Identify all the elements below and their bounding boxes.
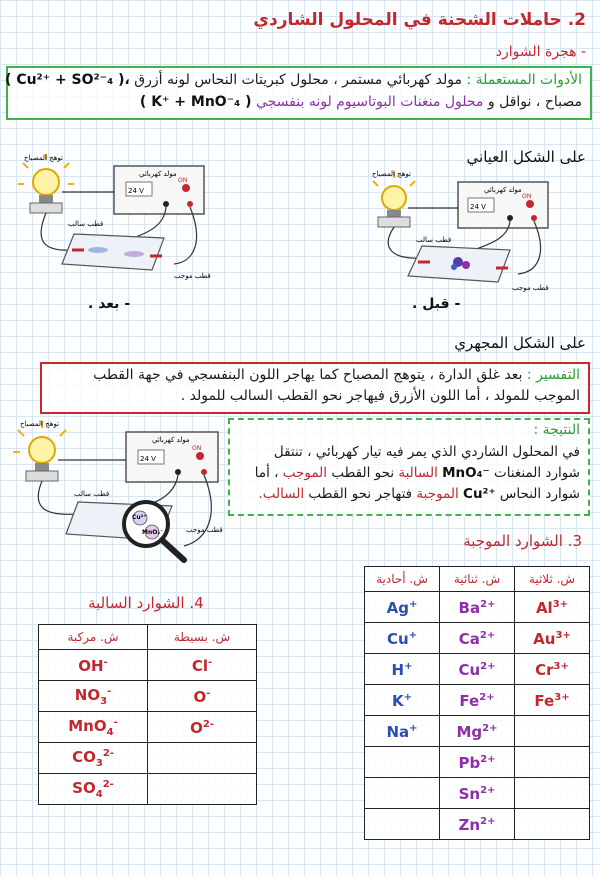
ion-formula bbox=[536, 599, 568, 617]
neg-pole-label: قطب سالب bbox=[74, 490, 110, 498]
ion-formula bbox=[192, 657, 212, 675]
ion-cell-compound bbox=[39, 681, 148, 712]
ion-cell-divalent bbox=[440, 747, 515, 778]
tools-line-1 bbox=[5, 72, 582, 88]
table-row bbox=[39, 650, 257, 681]
table-row bbox=[39, 681, 257, 712]
on-label: ON bbox=[522, 193, 532, 200]
ion-cu-label: Cu²⁺ bbox=[132, 514, 147, 521]
result-text-2c: نحو القطب bbox=[331, 465, 395, 481]
ion-symbol: H bbox=[391, 660, 405, 679]
positive-ions-table bbox=[364, 566, 590, 840]
ion-symbol: Cu bbox=[458, 660, 481, 679]
pos-pole-label: قطب موجب bbox=[174, 272, 211, 280]
ion-cell-divalent bbox=[440, 623, 515, 654]
diagram-micro bbox=[8, 418, 230, 570]
ion-cell-trivalent bbox=[515, 747, 590, 778]
ion-cell-divalent bbox=[440, 685, 515, 716]
ion-symbol: Cr bbox=[535, 660, 554, 679]
ion-cell-monovalent bbox=[365, 716, 440, 747]
ion-symbol: Zn bbox=[458, 815, 481, 834]
explanation-box bbox=[40, 362, 590, 414]
page-title: 2. حاملات الشحنة في المحلول الشاردي bbox=[253, 10, 586, 30]
ion-charge: + bbox=[408, 629, 418, 641]
lamp-label: توهج المصباح bbox=[20, 420, 59, 428]
ion-formula bbox=[456, 723, 497, 741]
voltage-label: 24 V bbox=[128, 187, 144, 195]
electrolysis-tray bbox=[62, 234, 164, 270]
pos-pole-label: قطب موجب bbox=[512, 284, 549, 292]
ion-cell-divalent bbox=[440, 592, 515, 623]
header-compound: ش. مركبة bbox=[39, 625, 148, 650]
result-line-1: في المحلول الشاردي الذي يمر فيه تيار كهربائي ، تنتقل bbox=[273, 444, 580, 460]
result-text-2d: الموجب bbox=[282, 465, 328, 481]
caption-after: - بعد . bbox=[88, 296, 131, 312]
ion-charge: + bbox=[409, 722, 418, 734]
ion-formula bbox=[78, 657, 107, 675]
ion-symbol: K bbox=[391, 691, 404, 710]
header-simple: ش. بسيطة bbox=[148, 625, 257, 650]
tools-line-2 bbox=[140, 94, 582, 110]
result-text-2a: شوارد المنغنات bbox=[493, 465, 580, 481]
ion-cell-compound bbox=[39, 743, 148, 774]
lamp-icon bbox=[13, 421, 66, 481]
lamp-label: توهج المصباح bbox=[372, 170, 411, 178]
ion-cell-simple bbox=[148, 712, 257, 743]
subtitle: - هجرة الشوارد bbox=[495, 44, 586, 60]
on-label: ON bbox=[178, 177, 188, 184]
explanation-label: التفسير : bbox=[526, 367, 580, 383]
ion-charge: 2+ bbox=[479, 691, 495, 703]
generator-label: مولد كهربائي bbox=[484, 186, 522, 194]
ion-symbol: MnO bbox=[68, 717, 107, 735]
ion-charge: 2+ bbox=[479, 629, 496, 641]
ion-cell-monovalent bbox=[365, 778, 440, 809]
table-row bbox=[365, 685, 590, 716]
ion-cell-compound bbox=[39, 650, 148, 681]
ion-charge: + bbox=[408, 598, 418, 610]
explanation-line-1 bbox=[93, 367, 580, 383]
ion-charge: - bbox=[107, 686, 112, 697]
ion-formula bbox=[533, 630, 571, 648]
ion-charge: 2- bbox=[202, 718, 214, 730]
result-text-3c: فتهاجر نحو القطب bbox=[308, 486, 413, 502]
table-row bbox=[365, 592, 590, 623]
ion-mno-label: MnO₄⁻ bbox=[142, 529, 164, 536]
tools-label: الأدوات المستعملة : bbox=[466, 72, 582, 88]
ion-subscript: 4 bbox=[106, 727, 114, 738]
ion-charge: 2+ bbox=[480, 753, 496, 765]
ion-cell-trivalent bbox=[515, 685, 590, 716]
ion-cell-monovalent bbox=[365, 747, 440, 778]
result-box bbox=[228, 418, 590, 516]
caption-before: - قبل . bbox=[412, 296, 461, 312]
header-monovalent: ش. أحادية bbox=[365, 567, 440, 592]
ion-cell-simple bbox=[148, 681, 257, 712]
section-visual-heading: على الشكل العياني bbox=[466, 148, 586, 166]
ion-formula bbox=[190, 719, 214, 737]
ion-symbol: Ba bbox=[458, 598, 481, 617]
tools-text-2: مصباح ، نواقل و bbox=[487, 94, 582, 110]
ion-symbol: NO bbox=[74, 686, 101, 704]
formula-copper-sulfate: ( Cu²⁺ + SO²⁻₄ )، bbox=[5, 72, 130, 88]
ion-formula bbox=[194, 688, 211, 706]
result-text-2e: ، أما bbox=[254, 465, 279, 481]
ion-formula bbox=[386, 723, 417, 741]
negative-ions-table bbox=[38, 624, 257, 805]
ion-charge: 2+ bbox=[480, 784, 496, 796]
voltage-label: 24 V bbox=[140, 455, 156, 463]
ion-cell-monovalent bbox=[365, 654, 440, 685]
ion-subscript: 4 bbox=[95, 789, 103, 800]
ion-cell-compound bbox=[39, 712, 148, 743]
ion-symbol: Fe bbox=[459, 691, 480, 710]
ion-formula bbox=[392, 661, 413, 679]
ion-cell-compound bbox=[39, 774, 148, 805]
diagram-after bbox=[14, 152, 224, 292]
lamp-icon bbox=[18, 154, 74, 213]
explanation-text-1: بعد غلق الدارة ، يتوهج المصباح كما يهاجر اللون البنفسجي في جهة القطب bbox=[93, 367, 523, 383]
ion-charge: 3+ bbox=[552, 598, 569, 610]
ion-formula bbox=[387, 630, 417, 648]
ion-charge: - bbox=[208, 656, 213, 668]
ion-charge: 3+ bbox=[555, 629, 571, 641]
ion-charge: + bbox=[404, 660, 413, 672]
neg-pole-label: قطب سالب bbox=[416, 236, 452, 244]
ion-charge: + bbox=[403, 691, 412, 703]
ion-cell-monovalent bbox=[365, 809, 440, 840]
tools-text-3: محلول منغنات البوتاسيوم لونه بنفسجي bbox=[255, 94, 484, 110]
ion-formula bbox=[392, 692, 412, 710]
ion-charge: 2- bbox=[102, 748, 114, 759]
ion-symbol: O bbox=[193, 687, 207, 706]
table-row bbox=[365, 778, 590, 809]
ion-charge: 2+ bbox=[480, 815, 496, 827]
ion-charge: 2+ bbox=[482, 722, 498, 734]
ion-cell-divalent bbox=[440, 654, 515, 685]
ion-formula bbox=[68, 717, 118, 738]
ion-symbol: O bbox=[190, 718, 203, 737]
ion-symbol: Ca bbox=[458, 629, 480, 648]
ion-charge: - bbox=[113, 717, 118, 728]
ion-cell-trivalent bbox=[515, 623, 590, 654]
ion-formula bbox=[72, 748, 114, 769]
result-text-3b: الموجبة bbox=[416, 486, 459, 502]
ion-charge: - bbox=[206, 687, 211, 699]
ion-cell-monovalent bbox=[365, 592, 440, 623]
neg-pole-label: قطب سالب bbox=[68, 220, 104, 228]
ion-cell-simple bbox=[148, 743, 257, 774]
ion-cell-trivalent bbox=[515, 778, 590, 809]
negative-ions-heading: 4. الشوارد السالبة bbox=[88, 594, 204, 612]
ion-formula bbox=[459, 816, 496, 834]
table-row bbox=[365, 654, 590, 685]
result-title: النتيجة : bbox=[533, 422, 580, 438]
table-row bbox=[39, 743, 257, 774]
ion-symbol: Ag bbox=[386, 598, 409, 617]
ion-formula bbox=[458, 661, 495, 679]
ion-cell-trivalent bbox=[515, 809, 590, 840]
positive-ions-heading: 3. الشوارد الموجبة bbox=[463, 532, 582, 550]
ion-symbol: Al bbox=[535, 598, 553, 617]
ion-symbol: Cl bbox=[191, 656, 208, 675]
ion-formula bbox=[534, 692, 569, 710]
ion-charge: 2+ bbox=[480, 660, 496, 672]
ion-cell-divalent bbox=[440, 716, 515, 747]
ion-charge: 2- bbox=[102, 779, 114, 790]
ion-symbol: OH bbox=[78, 656, 104, 675]
ion-symbol: Fe bbox=[534, 691, 555, 710]
formula-mno4: MnO₄⁻ bbox=[442, 465, 490, 481]
ion-formula bbox=[387, 599, 418, 617]
ion-cell-trivalent bbox=[515, 716, 590, 747]
ion-symbol: Mg bbox=[456, 722, 483, 741]
on-label: ON bbox=[192, 445, 202, 452]
ion-symbol: CO bbox=[72, 748, 96, 766]
tools-text-1: مولد كهربائي مستمر ، محلول كبريتات النحاس لونه أزرق bbox=[134, 72, 463, 88]
result-line-3 bbox=[258, 486, 580, 502]
result-text-3d: السالب. bbox=[258, 486, 305, 502]
ion-cell-divalent bbox=[440, 778, 515, 809]
ion-cell-monovalent bbox=[365, 623, 440, 654]
ion-charge: 3+ bbox=[553, 660, 569, 672]
result-text-2b: السالبة bbox=[398, 465, 438, 481]
tools-box bbox=[6, 66, 592, 120]
ion-symbol: Au bbox=[533, 629, 556, 648]
table-row bbox=[39, 774, 257, 805]
ion-cell-monovalent bbox=[365, 685, 440, 716]
result-text-3a: شوارد النحاس bbox=[499, 486, 580, 502]
ion-cell-divalent bbox=[440, 809, 515, 840]
ion-symbol: SO bbox=[72, 779, 96, 797]
pos-pole-label: قطب موجب bbox=[186, 526, 223, 534]
lamp-icon bbox=[373, 172, 415, 227]
ion-charge: 3+ bbox=[554, 691, 570, 703]
formula-permanganate: ( K⁺ + MnO⁻₄ ) bbox=[139, 94, 252, 110]
header-trivalent: ش. ثلاثية bbox=[515, 567, 590, 592]
ion-formula bbox=[72, 779, 114, 800]
table-row bbox=[365, 809, 590, 840]
generator-label: مولد كهربائي bbox=[152, 436, 190, 444]
ion-subscript: 3 bbox=[95, 758, 103, 769]
explanation-line-2: الموجب للمولد ، أما اللون الأزرق فيهاجر نحو القطب السالب للمولد . bbox=[180, 388, 580, 404]
table-row bbox=[365, 623, 590, 654]
ion-symbol: Na bbox=[386, 722, 410, 741]
ion-charge: - bbox=[103, 656, 108, 668]
electrolysis-tray bbox=[408, 246, 510, 282]
ion-formula bbox=[74, 686, 112, 707]
ion-cell-simple bbox=[148, 650, 257, 681]
section-micro-heading: على الشكل المجهري bbox=[454, 334, 586, 352]
lamp-label: توهج المصباح bbox=[24, 154, 63, 162]
header-divalent: ش. ثنائية bbox=[440, 567, 515, 592]
ion-formula bbox=[535, 661, 569, 679]
table-row bbox=[365, 716, 590, 747]
ion-formula bbox=[459, 630, 495, 648]
voltage-label: 24 V bbox=[470, 203, 486, 211]
result-line-2 bbox=[255, 465, 580, 481]
ion-formula bbox=[459, 599, 496, 617]
ion-symbol: Cu bbox=[386, 629, 409, 648]
ion-cell-trivalent bbox=[515, 654, 590, 685]
ion-formula bbox=[459, 692, 494, 710]
ion-cell-trivalent bbox=[515, 592, 590, 623]
formula-cu2: Cu²⁺ bbox=[463, 486, 496, 502]
diagram-before bbox=[362, 168, 562, 298]
ion-symbol: Sn bbox=[458, 784, 481, 803]
generator-label: مولد كهربائي bbox=[139, 170, 177, 178]
table-row bbox=[39, 712, 257, 743]
ion-formula bbox=[459, 785, 496, 803]
ion-charge: 2+ bbox=[480, 598, 496, 610]
table-row bbox=[365, 747, 590, 778]
ion-cell-simple bbox=[148, 774, 257, 805]
ion-formula bbox=[458, 754, 495, 772]
ion-symbol: Pb bbox=[458, 753, 481, 772]
ion-subscript: 3 bbox=[100, 696, 108, 707]
